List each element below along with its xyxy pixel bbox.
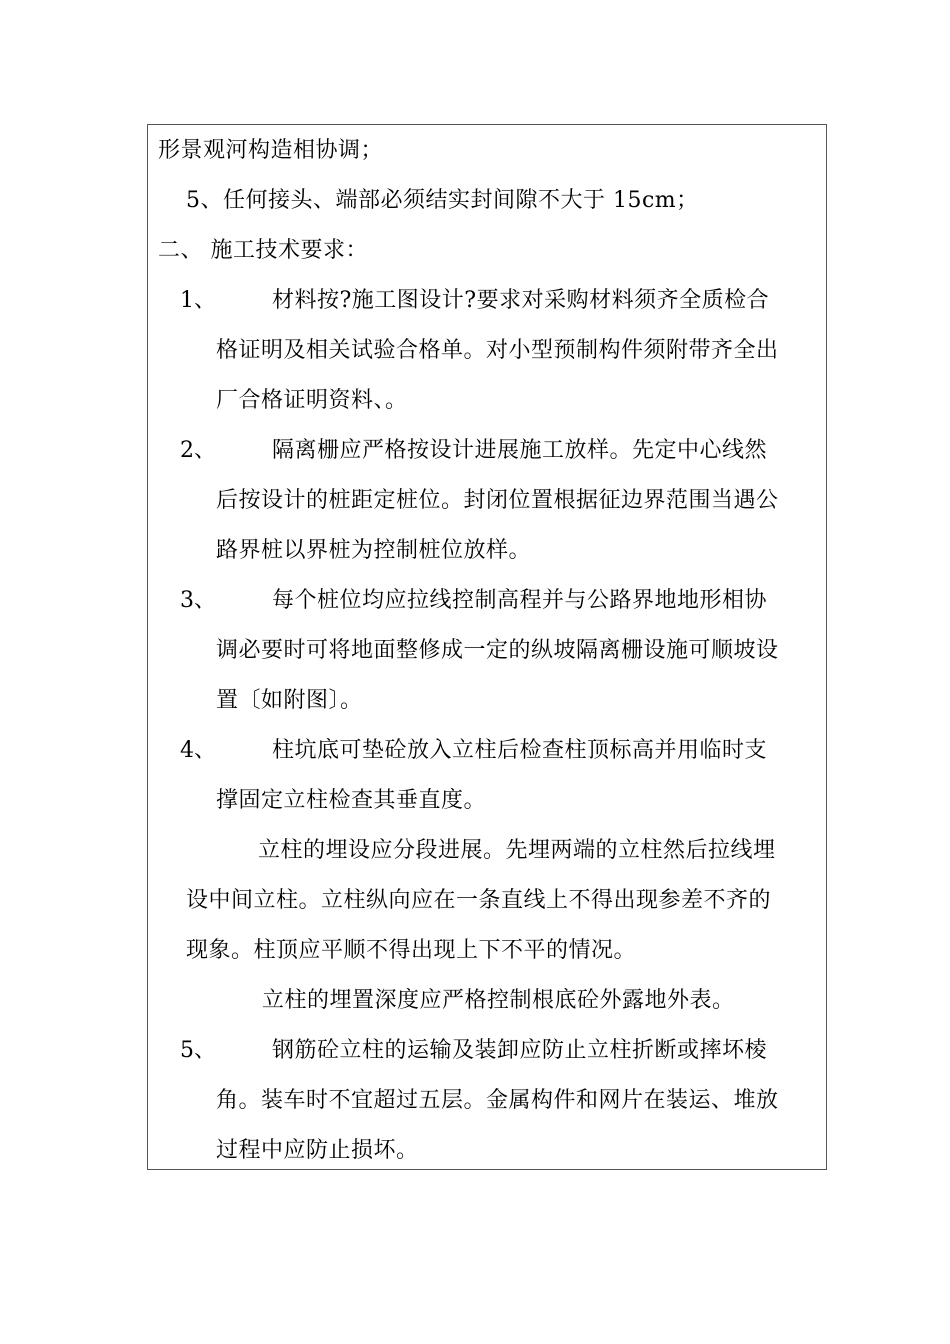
paragraph-1-line-2: 设中间立柱。立柱纵向应在一条直线上不得出现参差不齐的 [186, 888, 772, 913]
item-2-line-3: 路界桩以界桩为控制桩位放样。 [216, 538, 532, 563]
item-1-line-2: 格证明及相关试验合格单。对小型预制构件须附带齐全出 [216, 338, 779, 363]
paragraph-1-line-3: 现象。柱顶应平顺不得出现上下不平的情况。 [186, 938, 637, 963]
item-number-5: 5、 [180, 1038, 216, 1063]
item-2-line-2: 后按设计的桩距定桩位。封闭位置根据征边界范围当遇公 [216, 488, 779, 513]
item-5-line-3: 过程中应防止损坏。 [216, 1138, 419, 1163]
paragraph-2-line-1: 立柱的埋置深度应严格控制根底砼外露地外表。 [262, 988, 735, 1013]
item-number-3: 3、 [180, 588, 216, 613]
item-number-4: 4、 [180, 738, 216, 763]
item-number-2: 2、 [180, 438, 216, 463]
item-number-1: 1、 [180, 288, 216, 313]
item-4-line-2: 撑固定立柱检查其垂直度。 [216, 788, 487, 813]
item-1-line-3: 厂合格证明资料、。 [216, 388, 408, 413]
section-heading: 二、 施工技术要求： [158, 238, 368, 263]
item-5-line-2: 角。装车时不宜超过五层。金属构件和网片在装运、堆放 [216, 1088, 779, 1113]
paragraph-1-line-1: 立柱的埋设应分段进展。先埋两端的立柱然后拉线埋 [258, 838, 776, 863]
text-line-2: 5、任何接头、端部必须结实封间隙不大于 15cm； [186, 188, 699, 213]
item-1-line-1: 材料按?施工图设计?要求对采购材料须齐全质检合 [272, 288, 770, 313]
text-line-1: 形景观河构造相协调； [158, 138, 384, 163]
item-5-line-1: 钢筋砼立柱的运输及装卸应防止立柱折断或摔坏棱 [272, 1038, 768, 1063]
item-3-line-1: 每个桩位均应拉线控制高程并与公路界地地形相协 [272, 588, 768, 613]
item-4-line-1: 柱坑底可垫砼放入立柱后检查柱顶标高并用临时支 [272, 738, 768, 763]
item-3-line-3: 置〔如附图〕。 [216, 688, 363, 713]
item-3-line-2: 调必要时可将地面整修成一定的纵坡隔离栅设施可顺坡设 [216, 638, 779, 663]
item-2-line-1: 隔离栅应严格按设计进展施工放样。先定中心线然 [272, 438, 768, 463]
